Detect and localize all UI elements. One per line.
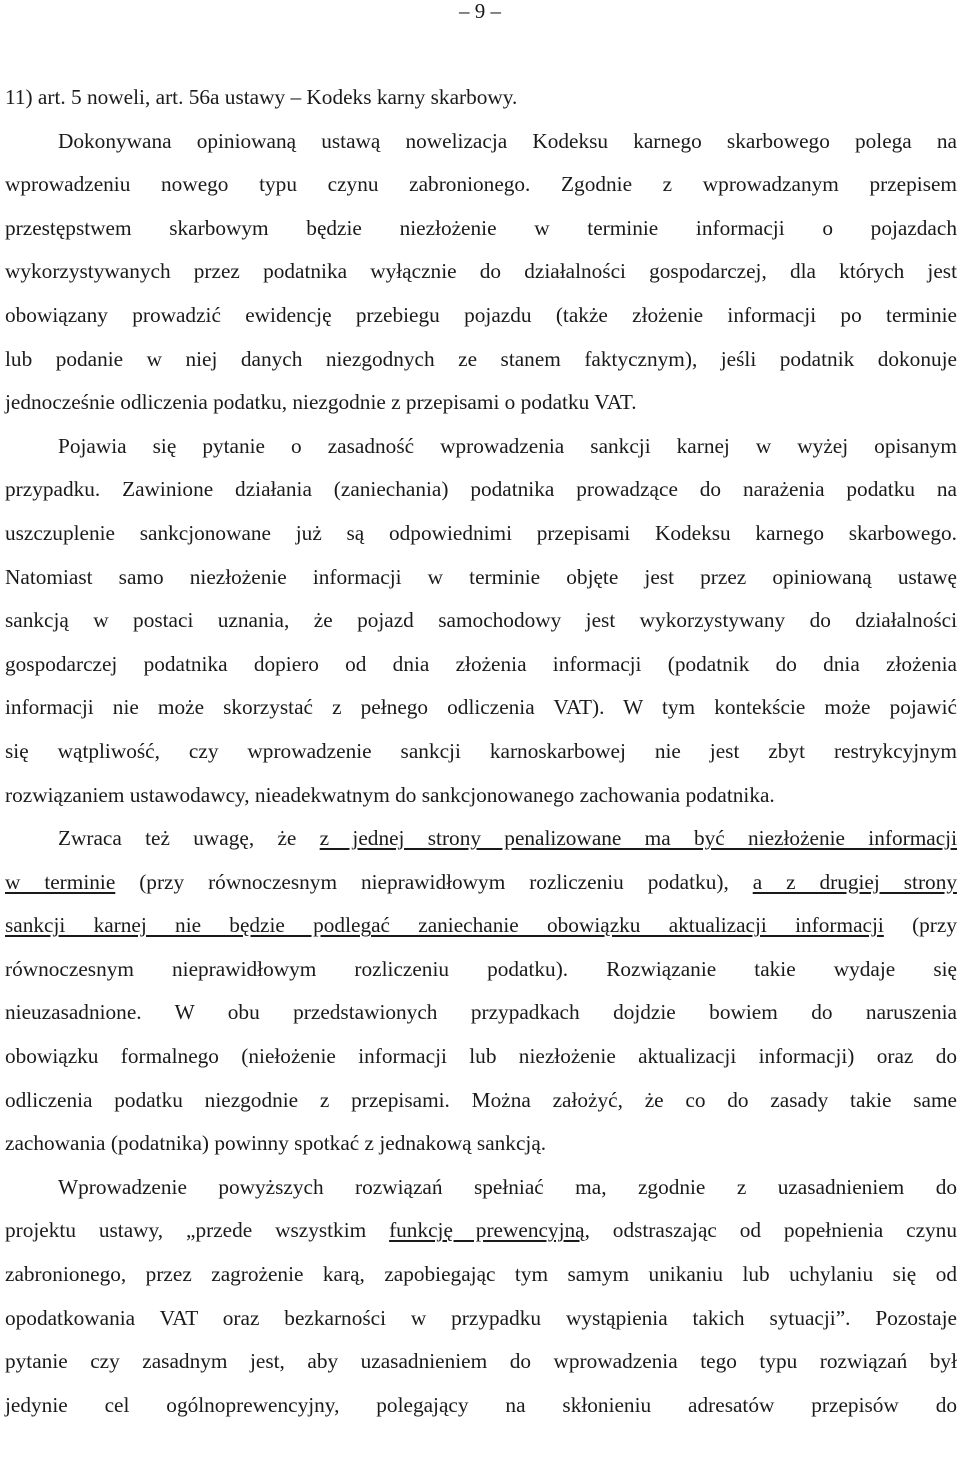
text-run: Zwraca też uwagę, że bbox=[58, 826, 320, 851]
paragraph-line: Natomiast samo niezłożenie informacji w terminie objęte jest przez opiniowaną ustawę bbox=[5, 564, 957, 589]
paragraph-line: odliczenia podatku niezgodnie z przepisami. Można założyć, że co do zasady takie same bbox=[5, 1087, 957, 1112]
paragraph-line: lub podanie w niej danych niezgodnych ze stanem faktycznym), jeśli podatnik dokonuje bbox=[5, 346, 957, 371]
underlined-text: a z drugiej strony bbox=[752, 869, 957, 894]
text-run: (przy równoczesnym nieprawidłowym rozliczeniu podatku), bbox=[115, 869, 753, 894]
page-number: – 9 – bbox=[459, 0, 501, 23]
paragraph-line: rozwiązaniem ustawodawcy, nieadekwatnym do sankcjonowanego zachowania podatnika. bbox=[5, 782, 775, 807]
paragraph-line bbox=[5, 861, 957, 905]
paragraph-line: wprowadzeniu nowego typu czynu zabronionego. Zgodnie z wprowadzanym przepisem bbox=[5, 172, 957, 197]
text-run: projektu ustawy, „przede wszystkim bbox=[5, 1218, 390, 1243]
underlined-text: w terminie bbox=[5, 869, 116, 894]
paragraph-line: zachowania (podatnika) powinny spotkać z jednakową sankcją. bbox=[5, 1131, 547, 1156]
text-run: (przy bbox=[883, 913, 957, 938]
paragraph-line: przestępstwem skarbowym będzie niezłożenie w terminie informacji o pojazdach bbox=[5, 215, 957, 240]
paragraph-line: pytanie czy zasadnym jest, aby uzasadnieniem do wprowadzenia tego typu rozwiązań był bbox=[5, 1349, 957, 1374]
paragraph-line: nieuzasadnione. W obu przedstawionych przypadkach dojdzie bowiem do naruszenia bbox=[5, 1000, 957, 1025]
paragraph-line: obowiązany prowadzić ewidencję przebiegu pojazdu (także złożenie informacji po terminie bbox=[5, 302, 957, 327]
paragraph-line: obowiązku formalnego (niełożenie informacji lub niezłożenie aktualizacji informacji) oraz do bbox=[5, 1044, 957, 1069]
paragraph-line: sankcją w postaci uznania, że pojazd samochodowy jest wykorzystywany do działalności bbox=[5, 608, 957, 633]
paragraph-line bbox=[5, 1209, 957, 1253]
paragraph-line: się wątpliwość, czy wprowadzenie sankcji karnoskarbowej nie jest zbyt restrykcyjnym bbox=[5, 738, 957, 763]
underlined-text: sankcji karnej nie będzie podlegać zaniechanie obowiązku aktualizacji informacji bbox=[5, 913, 884, 938]
paragraph-line: Pojawia się pytanie o zasadność wprowadzenia sankcji karnej w wyżej opisanym bbox=[58, 433, 957, 458]
paragraph-line: uszczuplenie sankcjonowane już są odpowiednimi przepisami Kodeksu karnego skarbowego. bbox=[5, 520, 957, 545]
paragraph-line: Dokonywana opiniowaną ustawą nowelizacja Kodeksu karnego skarbowego polega na bbox=[58, 128, 957, 153]
paragraph-line: przypadku. Zawinione działania (zaniechania) podatnika prowadzące do narażenia podatku na bbox=[5, 477, 957, 502]
paragraph-line bbox=[5, 904, 957, 948]
paragraph-line: zabronionego, przez zagrożenie karą, zapobiegając tym samym unikaniu lub uchylaniu się od bbox=[5, 1262, 957, 1287]
paragraph-line: gospodarczej podatnika dopiero od dnia złożenia informacji (podatnik do dnia złożenia bbox=[5, 651, 957, 676]
paragraph-line: opodatkowania VAT oraz bezkarności w przypadku wystąpienia takich sytuacji”. Pozostaje bbox=[5, 1305, 957, 1330]
paragraph-line: jednocześnie odliczenia podatku, niezgodnie z przepisami o podatku VAT. bbox=[5, 390, 637, 415]
paragraph-line: wykorzystywanych przez podatnika wyłącznie do działalności gospodarczej, dla których jest bbox=[5, 259, 957, 284]
underlined-text: funkcję prewencyjną bbox=[389, 1218, 585, 1243]
paragraph-line: Wprowadzenie powyższych rozwiązań spełniać ma, zgodnie z uzasadnieniem do bbox=[58, 1174, 957, 1199]
paragraph-line: równoczesnym nieprawidłowym rozliczeniu podatku). Rozwiązanie takie wydaje się bbox=[5, 956, 957, 981]
document-body bbox=[5, 76, 957, 1427]
section-heading: 11) art. 5 noweli, art. 56a ustawy – Kodeks karny skarbowy. bbox=[5, 85, 518, 109]
underlined-text: z jednej strony penalizowane ma być niezłożenie informacji bbox=[319, 826, 957, 851]
paragraph-line: informacji nie może skorzystać z pełnego odliczenia VAT). W tym kontekście może pojawić bbox=[5, 695, 957, 720]
text-run: , odstraszając od popełnienia czynu bbox=[584, 1218, 957, 1243]
paragraph-line bbox=[5, 817, 957, 861]
paragraph-line: jedynie cel ogólnoprewencyjny, polegający na skłonieniu adresatów przepisów do bbox=[5, 1392, 957, 1417]
